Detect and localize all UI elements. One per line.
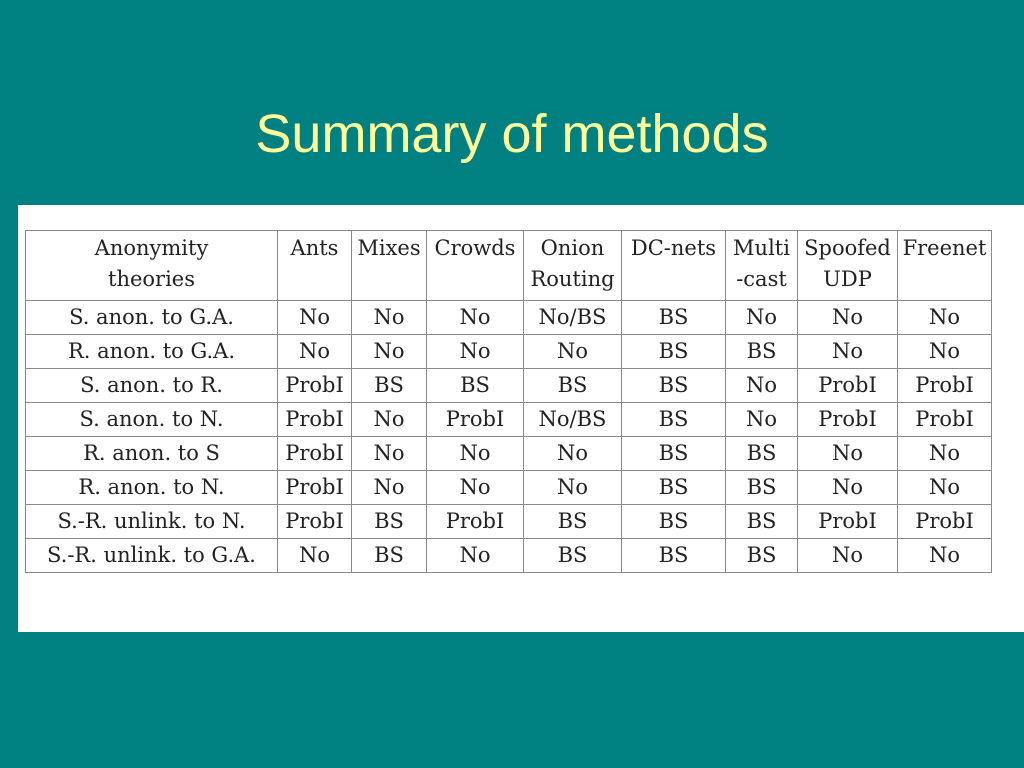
table-cell: No: [898, 539, 992, 573]
table-row: [26, 301, 992, 335]
column-header: Multi -cast: [726, 231, 798, 301]
table-cell: No: [352, 437, 427, 471]
table-cell: No: [524, 471, 622, 505]
column-header: Spoofed UDP: [798, 231, 898, 301]
table-cell: No: [427, 437, 524, 471]
table-cell: ProbI: [798, 369, 898, 403]
table-row: [26, 335, 992, 369]
table-cell: No: [524, 437, 622, 471]
table-cell: No: [427, 301, 524, 335]
table-cell: ProbI: [278, 403, 352, 437]
table-cell: ProbI: [898, 369, 992, 403]
table-cell: BS: [622, 437, 726, 471]
table-cell: BS: [524, 505, 622, 539]
slide-title: Summary of methods: [255, 104, 769, 164]
table-cell: ProbI: [278, 471, 352, 505]
table-body: [26, 301, 992, 573]
column-header: Anonymity theories: [26, 231, 278, 301]
table-cell: No: [278, 301, 352, 335]
table-cell: No: [798, 301, 898, 335]
table-cell: BS: [726, 335, 798, 369]
row-label-cell: S. anon. to N.: [26, 403, 278, 437]
row-label-cell: R. anon. to N.: [26, 471, 278, 505]
table-cell: ProbI: [898, 403, 992, 437]
table-cell: No: [278, 335, 352, 369]
table-cell: BS: [427, 369, 524, 403]
table-cell: BS: [622, 539, 726, 573]
table-cell: BS: [352, 539, 427, 573]
table-cell: BS: [622, 301, 726, 335]
table-cell: ProbI: [798, 403, 898, 437]
table-row: [26, 369, 992, 403]
table-cell: No/BS: [524, 301, 622, 335]
column-header: Crowds: [427, 231, 524, 301]
table-cell: ProbI: [278, 437, 352, 471]
table-cell: BS: [726, 539, 798, 573]
table-cell: ProbI: [798, 505, 898, 539]
table-cell: ProbI: [278, 369, 352, 403]
table-row: [26, 505, 992, 539]
table-cell: No: [798, 437, 898, 471]
table-cell: No: [427, 335, 524, 369]
table-cell: No: [898, 471, 992, 505]
table-cell: No: [726, 369, 798, 403]
table-cell: BS: [622, 471, 726, 505]
row-label-cell: S. anon. to R.: [26, 369, 278, 403]
table-row: [26, 403, 992, 437]
table-row: [26, 539, 992, 573]
table-cell: No: [524, 335, 622, 369]
table-cell: No: [352, 335, 427, 369]
table-cell: BS: [352, 369, 427, 403]
table-cell: BS: [726, 505, 798, 539]
table-cell: ProbI: [427, 403, 524, 437]
table-cell: BS: [622, 505, 726, 539]
table-cell: No: [898, 335, 992, 369]
table-cell: BS: [622, 403, 726, 437]
table-cell: No: [352, 403, 427, 437]
table-cell: No: [726, 301, 798, 335]
table-cell: No: [278, 539, 352, 573]
table-cell: BS: [726, 437, 798, 471]
table-cell: No: [726, 403, 798, 437]
column-header: DC-nets: [622, 231, 726, 301]
table-cell: BS: [524, 539, 622, 573]
table-cell: No: [798, 471, 898, 505]
table-cell: BS: [352, 505, 427, 539]
column-header: Onion Routing: [524, 231, 622, 301]
table-cell: No/BS: [524, 403, 622, 437]
row-label-cell: S.-R. unlink. to G.A.: [26, 539, 278, 573]
row-label-cell: R. anon. to S: [26, 437, 278, 471]
table-cell: No: [352, 471, 427, 505]
table-cell: No: [427, 539, 524, 573]
table-cell: No: [898, 437, 992, 471]
table-cell: BS: [622, 369, 726, 403]
table-cell: No: [898, 301, 992, 335]
row-label-cell: R. anon. to G.A.: [26, 335, 278, 369]
table-cell: ProbI: [278, 505, 352, 539]
table-row: [26, 437, 992, 471]
table-row: [26, 471, 992, 505]
row-label-cell: S. anon. to G.A.: [26, 301, 278, 335]
table-cell: BS: [524, 369, 622, 403]
table-cell: ProbI: [898, 505, 992, 539]
column-header: Ants: [278, 231, 352, 301]
table-cell: BS: [726, 471, 798, 505]
header-row: [26, 231, 992, 301]
table-cell: No: [798, 539, 898, 573]
methods-table: [25, 230, 992, 573]
column-header: Freenet: [898, 231, 992, 301]
table-cell: BS: [622, 335, 726, 369]
table-cell: ProbI: [427, 505, 524, 539]
table-cell: No: [352, 301, 427, 335]
table-cell: No: [427, 471, 524, 505]
column-header: Mixes: [352, 231, 427, 301]
table-panel: [18, 205, 1024, 632]
table-cell: No: [798, 335, 898, 369]
row-label-cell: S.-R. unlink. to N.: [26, 505, 278, 539]
